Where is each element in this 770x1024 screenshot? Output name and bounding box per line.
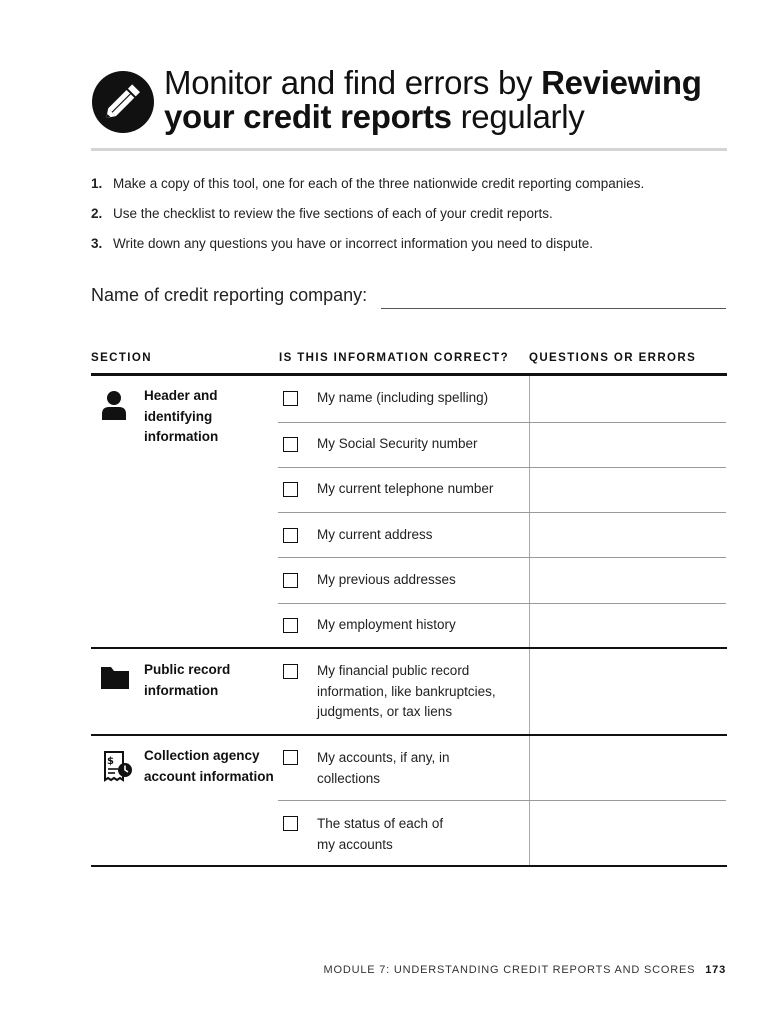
instruction-step: 1. Make a copy of this tool, one for each of the three nationwide credit reporting companies. [91, 176, 645, 191]
column-header-questions: QUESTIONS OR ERRORS [529, 352, 697, 364]
item-account-status: The status of each of my accounts [317, 816, 444, 852]
item-name: My name (including spelling) [317, 390, 489, 405]
row-divider [278, 557, 726, 558]
table-bottom-rule [91, 865, 727, 867]
item-employment: My employment history [317, 617, 456, 632]
checkbox-employment[interactable] [283, 618, 298, 633]
checkbox-name[interactable] [283, 391, 298, 406]
column-header-section: SECTION [91, 352, 152, 364]
row-divider [278, 800, 726, 801]
section-label-public-record: Public record information [144, 662, 231, 698]
pencil-icon [92, 71, 154, 133]
title-divider [91, 148, 727, 151]
item-public-record: My financial public record information, like bankruptcies, judgments, or tax liens [317, 663, 496, 719]
footer-module: MODULE 7: UNDERSTANDING CREDIT REPORTS AND SCORES [323, 964, 696, 976]
instruction-step: 2. Use the checklist to review the five sections of each of your credit reports. [91, 206, 553, 221]
bill-clock-icon [103, 750, 133, 787]
row-divider [278, 467, 726, 468]
checkbox-address[interactable] [283, 528, 298, 543]
item-telephone: My current telephone number [317, 481, 494, 496]
checkbox-public-record[interactable] [283, 664, 298, 679]
section-divider [91, 647, 727, 649]
company-name-label: Name of credit reporting company: [91, 285, 368, 305]
page-footer [324, 964, 726, 976]
checkbox-telephone[interactable] [283, 482, 298, 497]
item-collections: My accounts, if any, in collections [317, 750, 450, 786]
item-ssn: My Social Security number [317, 436, 478, 451]
svg-text:$: $ [107, 756, 114, 767]
item-address: My current address [317, 527, 433, 542]
section-label-header: Header and identifying information [144, 388, 219, 444]
checkbox-ssn[interactable] [283, 437, 298, 452]
item-previous-addresses: My previous addresses [317, 572, 456, 587]
instruction-step: 3. Write down any questions you have or incorrect information you need to dispute. [91, 236, 594, 251]
row-divider [278, 603, 726, 604]
questions-column-divider [529, 376, 530, 866]
checkbox-previous-addresses[interactable] [283, 573, 298, 588]
row-divider [278, 512, 726, 513]
page-title: Monitor and find errors by Reviewing your credit reports regularly [164, 64, 702, 135]
checkbox-collections[interactable] [283, 750, 298, 765]
company-name-field[interactable] [381, 308, 726, 309]
section-divider [91, 734, 727, 736]
page-number: 173 [705, 964, 726, 976]
folder-icon [100, 664, 130, 695]
row-divider [278, 422, 726, 423]
column-header-correct: IS THIS INFORMATION CORRECT? [279, 352, 510, 364]
person-icon [100, 390, 128, 427]
section-label-collection: Collection agency account information [144, 748, 274, 784]
table-header-rule [91, 373, 727, 376]
checkbox-account-status[interactable] [283, 816, 298, 831]
